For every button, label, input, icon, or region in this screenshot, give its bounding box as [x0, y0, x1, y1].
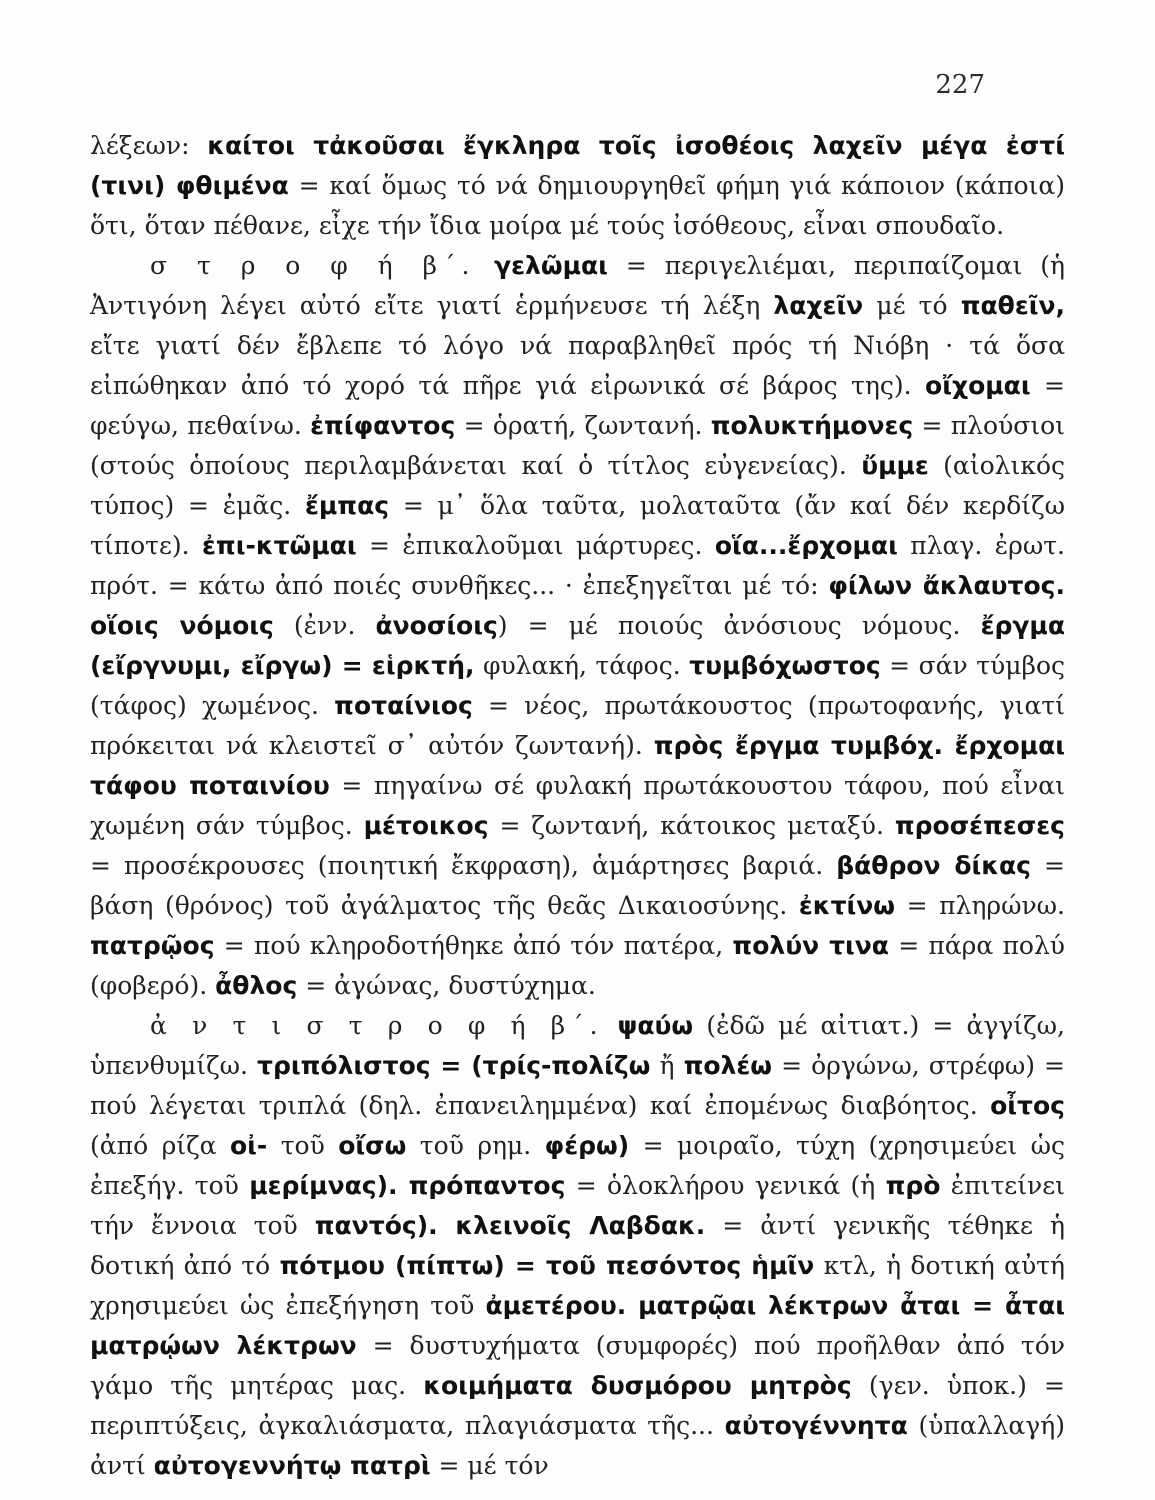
- gloss-text: = μέ τόν: [430, 1451, 549, 1480]
- gloss-text: = ἐπικαλοῦμαι μάρτυρες.: [356, 531, 715, 560]
- gloss-text: = βάση (θρόνος) τοῦ ἀγάλματος τῆς θεᾶς Δικαιοσύνης.: [90, 851, 1065, 920]
- lemma-term: αὐτογέννητα: [724, 1411, 908, 1440]
- lemma-term: πατρῷος: [90, 931, 215, 960]
- commentary-text: [90, 126, 1065, 1486]
- lemma-term: ἐπίφαντος: [310, 411, 456, 440]
- gloss-text: = ἀγώνας, δυστύχημα.: [297, 971, 596, 1000]
- lemma-term: πότμου (πίπτω) = τοῦ πεσόντος ἡμῖν: [279, 1251, 815, 1280]
- lemma-term: οἴχομαι: [925, 371, 1031, 400]
- lemma-term: τριπόλιστος = (τρίς-πολίζω: [257, 1051, 651, 1080]
- lemma-term: ἔργμα (εἴργνυμι, εἴργω) = εἱρκτή,: [90, 611, 1065, 680]
- lemma-term: τυμβόχωστος: [689, 651, 881, 680]
- gloss-text: (ἐνν.: [273, 611, 376, 640]
- gloss-text: = ἀντί γενικῆς τέθηκε ἡ δοτική ἀπό τό: [90, 1211, 1065, 1280]
- gloss-text: = προσέκρουσες (ποιητική ἔκφραση), ἁμάρτησες βαριά.: [90, 851, 837, 880]
- gloss-text: μέ τό: [863, 291, 961, 320]
- lemma-term: οἴσω: [338, 1131, 407, 1160]
- gloss-text: = ὁρατή, ζωντανή.: [455, 411, 711, 440]
- paragraph: [90, 1006, 1065, 1486]
- lemma-term: ποταίνιος: [334, 691, 473, 720]
- lemma-term: πολυκτήμονες: [710, 411, 914, 440]
- lemma-term: ἀμετέρου. ματρῷαι λέκτρων ἆται = ἆται ματρῴων λέκτρων: [90, 1291, 1065, 1360]
- gloss-text: = νέος, πρωτάκουστος (πρωτοφανής, γιατί πρόκειται νά κλειστεῖ σ᾿ αὐτόν ζωντανή).: [90, 691, 1065, 760]
- paragraph: [90, 126, 1065, 246]
- lemma-term: ψαύω: [603, 1011, 694, 1040]
- lemma-term: λαχεῖν: [773, 291, 864, 320]
- lemma-term: μέτοικος: [363, 811, 489, 840]
- gloss-text: (ἐδῶ μέ αἰτιατ.) = ἀγγίζω, ὑπενθυμίζω.: [90, 1011, 1065, 1080]
- gloss-text: = πηγαίνω σέ φυλακή πρωτάκουστου τάφου, πού εἶναι χωμένη σάν τύμβος.: [90, 771, 1065, 840]
- gloss-text: = πού κληροδοτήθηκε ἀπό τόν πατέρα,: [214, 931, 733, 960]
- lemma-term: ἔμπας: [304, 491, 390, 520]
- gloss-text: = ζωντανή, κάτοικος μεταξύ.: [488, 811, 895, 840]
- lemma-term: πρὸς ἔργμα τυμβόχ. ἔρχομαι τάφου ποταινίου: [90, 731, 1065, 800]
- gloss-text: = καί ὅμως τό νά δημιουργηθεῖ φήμη γιά κάποιον (κάποια) ὅτι, ὅταν πέθανε, εἶχε τήν ἴδια μοίρα μέ τούς ἰσόθεους, εἶναι σπουδαῖο.: [90, 171, 1065, 240]
- lemma-term: οἰ-: [229, 1131, 268, 1160]
- gloss-text: τοῦ ρημ.: [406, 1131, 545, 1160]
- lemma-term: ἐκτίνω: [798, 891, 896, 920]
- gloss-text: ἐπιτείνει τήν ἔννοια τοῦ: [90, 1171, 1065, 1240]
- lemma-term: καίτοι τἀκοῦσαι ἔγκληρα τοῖς ἰσοθέοις λαχεῖν μέγα ἐστί (τινι) φθιμένα: [90, 131, 1065, 200]
- gloss-text: ἀ ν τ ι σ τ ρ ο φ ή β΄.: [150, 1011, 604, 1040]
- lemma-term: βάθρον δίκας: [836, 851, 1032, 880]
- lemma-term: μερίμνας). πρόπαντος: [249, 1171, 566, 1200]
- page-number: 227: [935, 70, 985, 100]
- gloss-text: = πληρώνω.: [895, 891, 1065, 920]
- gloss-text: (ὑπαλλαγή) ἀντί: [90, 1411, 1065, 1480]
- gloss-text: = δυστυχήματα (συμφορές) πού προῆλθαν ἀπό τόν γάμο τῆς μητέρας μας.: [90, 1331, 1066, 1400]
- gloss-text: τοῦ: [267, 1131, 339, 1160]
- gloss-text: = περιγελιέμαι, περιπαίζομαι (ἡ Ἀντιγόνη λέγει αὐτό εἴτε γιατί ἑρμήνευσε τή λέξη: [90, 251, 1065, 320]
- lemma-term: ὔμμε: [861, 451, 929, 480]
- lemma-term: κοιμήματα δυσμόρου μητρὸς: [423, 1371, 852, 1400]
- gloss-text: = ὁλοκλήρου γενικά (ἡ: [565, 1171, 886, 1200]
- lemma-term: ἐπι-κτῶμαι: [202, 531, 357, 560]
- gloss-text: κτλ, ἡ δοτική αὐτή χρησιμεύει ὡς ἐπεξήγηση τοῦ: [90, 1251, 1065, 1320]
- lemma-term: οἵα...ἔρχομαι: [714, 531, 898, 560]
- gloss-text: ἤ: [650, 1051, 684, 1080]
- lemma-term: φίλων ἄκλαυτος. οἵοις νόμοις: [90, 571, 1066, 640]
- gloss-text: (ἀπό ρίζα: [90, 1131, 230, 1160]
- lemma-term: πρὸ: [885, 1171, 941, 1200]
- gloss-text: = μ᾿ ὅλα ταῦτα, μολαταῦτα (ἄν καί δέν κερδίζω τίποτε).: [90, 491, 1065, 560]
- paragraph: [90, 246, 1065, 1006]
- gloss-text: λέξεων:: [90, 131, 208, 160]
- gloss-text: (αἰολικός τύπος) = ἐμᾶς.: [90, 451, 1065, 520]
- gloss-text: = ὀργώνω, στρέφω) = πού λέγεται τριπλά (δηλ. ἐπανειλημμένα) καί ἐπομένως διαβόητος.: [90, 1051, 1065, 1120]
- gloss-text: ) = μέ ποιούς ἀνόσιους νόμους.: [497, 611, 981, 640]
- lemma-term: προσέπεσες: [894, 811, 1065, 840]
- lemma-term: γελῶμαι: [475, 251, 608, 280]
- gloss-text: = πάρα πολύ (φοβερό).: [90, 931, 1065, 1000]
- gloss-text: σ τ ρ ο φ ή β΄.: [150, 251, 476, 280]
- gloss-text: = μοιραῖο, τύχη (χρησιμεύει ὡς ἐπεξήγ. τοῦ: [90, 1131, 1065, 1200]
- gloss-text: = σάν τύμβος (τάφος) χωμένος.: [90, 651, 1065, 720]
- lemma-term: οἶτος: [990, 1091, 1065, 1120]
- gloss-text: εἴτε γιατί δέν ἔβλεπε τό λόγο νά παραβληθεῖ πρός τή Νιόβη · τά ὅσα εἰπώθηκαν ἀπό τό χορό τά πῆρε γιά εἰρωνικά σέ βάρος της).: [90, 331, 1065, 400]
- lemma-term: παθεῖν,: [960, 291, 1066, 320]
- gloss-text: (γεν. ὑποκ.) = περιπτύξεις, ἀγκαλιάσματα, πλαγιάσματα τῆς...: [90, 1371, 1065, 1440]
- lemma-term: πολέω: [683, 1051, 772, 1080]
- lemma-term: φέρω): [544, 1131, 630, 1160]
- lemma-term: πολύν τινα: [732, 931, 889, 960]
- lemma-term: παντός). κλεινοῖς Λαβδακ.: [314, 1211, 706, 1240]
- lemma-term: αὐτογεννήτῳ πατρὶ: [153, 1451, 431, 1480]
- lemma-term: ἆθλος: [215, 971, 298, 1000]
- gloss-text: = φεύγω, πεθαίνω.: [90, 371, 1065, 440]
- lemma-term: ἀνοσίοις: [375, 611, 498, 640]
- gloss-text: φυλακή, τάφος.: [474, 651, 690, 680]
- gloss-text: = πλούσιοι (στούς ὁποίους περιλαμβάνεται καί ὁ τίτλος εὐγενείας).: [90, 411, 1065, 480]
- gloss-text: πλαγ. ἐρωτ. πρότ. = κάτω ἀπό ποιές συνθῆκες... · ἐπεξηγεῖται μέ τό:: [90, 531, 1066, 600]
